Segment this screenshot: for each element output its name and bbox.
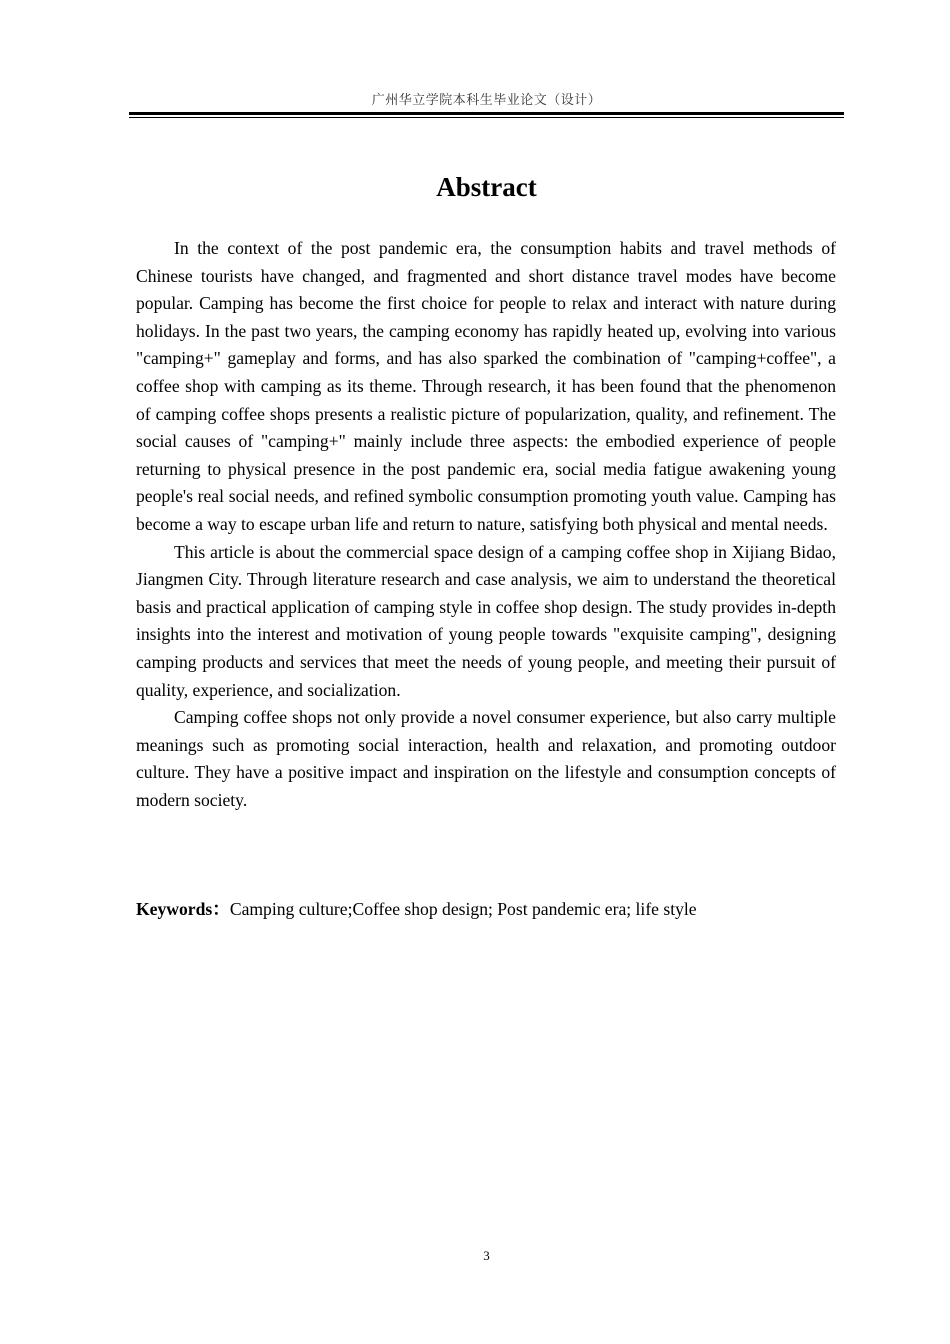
header-rule-thick	[129, 112, 844, 115]
running-header: 广州华立学院本科生毕业论文（设计）	[371, 93, 602, 108]
header-rule-thin	[129, 117, 844, 118]
abstract-body	[136, 235, 836, 814]
keywords-label: Keywords：	[136, 899, 230, 919]
keywords-line	[136, 896, 836, 923]
abstract-paragraph-1: In the context of the post pandemic era, the consumption habits and travel methods of Chinese tourists have changed, and fragmented and short distance travel modes have become popular. Camping has become the first choice for people to relax and interact with nature during holidays. In the past two years, the camping economy has rapidly heated up, evolving into various "camping+" gameplay and forms, and has also sparked the combination of "camping+coffee", a coffee shop with camping as its theme. Through research, it has been found that the phenomenon of camping coffee shops presents a realistic picture of popularization, quality, and refinement. The social causes of "camping+" mainly include three aspects: the embodied experience of people returning to physical presence in the post pandemic era, social media fatigue awakening young people's real social needs, and refined symbolic consumption promoting youth value. Camping has become a way to escape urban life and return to nature, satisfying both physical and mental needs.	[136, 238, 836, 534]
page-number: 3	[483, 1248, 490, 1263]
keywords-text: Camping culture;Coffee shop design; Post pandemic era; life style	[229, 899, 697, 919]
abstract-paragraph-3: Camping coffee shops not only provide a novel consumer experience, but also carry multiple meanings such as promoting social interaction, health and relaxation, and promoting outdoor culture. They have a positive impact and inspiration on the lifestyle and consumption concepts of modern society.	[136, 707, 836, 810]
abstract-paragraph-2: This article is about the commercial space design of a camping coffee shop in Xijiang Bidao, Jiangmen City. Through literature research and case analysis, we aim to understand the theoretical basis and practical application of camping style in coffee shop design. The study provides in-depth insights into the interest and motivation of young people towards "exquisite camping", designing camping products and services that meet the needs of young people, and meeting their pursuit of quality, experience, and socialization.	[136, 541, 836, 700]
abstract-title: Abstract	[436, 172, 537, 202]
